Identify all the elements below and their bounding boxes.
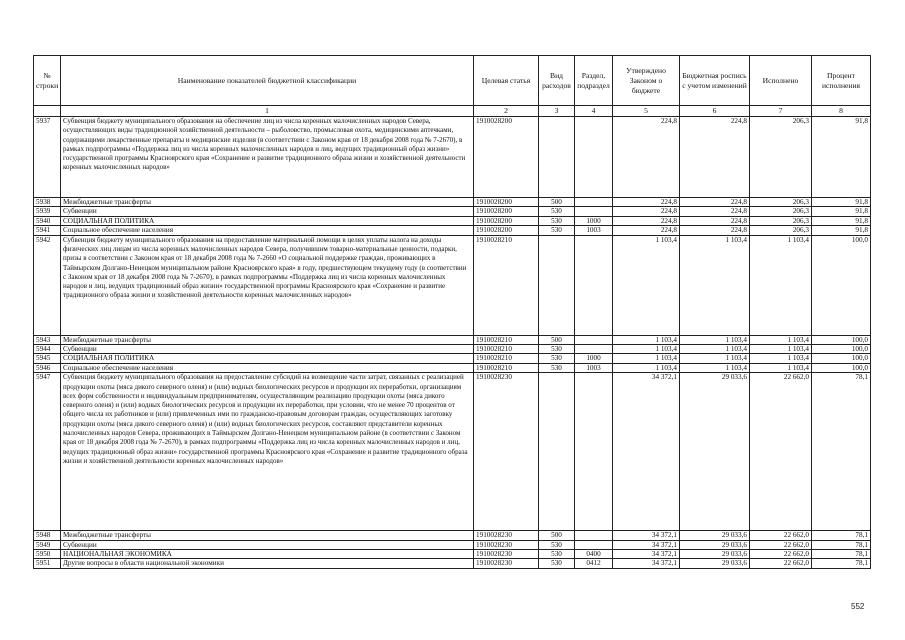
row-type <box>539 373 575 531</box>
row-number: 5947 <box>34 373 61 531</box>
row-list: 29 033,6 <box>680 373 750 531</box>
row-section <box>575 198 613 207</box>
row-type: 530 <box>539 354 575 363</box>
row-name: Межбюджетные трансферты <box>61 335 474 344</box>
header-percent: Процент исполнения <box>812 56 871 106</box>
row-number: 5949 <box>34 540 61 549</box>
budget-table <box>33 55 871 569</box>
row-percent: 91,8 <box>812 226 871 235</box>
row-list: 224,8 <box>680 207 750 216</box>
row-type: 530 <box>539 216 575 225</box>
table-row <box>34 531 871 540</box>
row-name: Субвенции <box>61 207 474 216</box>
row-section: 1003 <box>575 363 613 372</box>
row-percent: 91,8 <box>812 207 871 216</box>
row-type <box>539 117 575 198</box>
header-approved: Утверждено Законом о бюджете <box>613 56 680 106</box>
row-section: 1000 <box>575 354 613 363</box>
row-type: 530 <box>539 363 575 372</box>
row-executed: 206,3 <box>750 207 812 216</box>
row-section <box>575 540 613 549</box>
row-target: 1910028200 <box>474 216 539 225</box>
row-section <box>575 235 613 335</box>
table-row <box>34 335 871 344</box>
row-target: 1910028230 <box>474 559 539 568</box>
header-section: Раздел, подраздел <box>575 56 613 106</box>
table-row <box>34 345 871 354</box>
row-approved: 1 103,4 <box>613 345 680 354</box>
row-list: 1 103,4 <box>680 363 750 372</box>
row-percent: 78,1 <box>812 550 871 559</box>
row-name: Социальное обеспечение населения <box>61 226 474 235</box>
row-number: 5946 <box>34 363 61 372</box>
row-name: Межбюджетные трансферты <box>61 531 474 540</box>
row-list: 224,8 <box>680 226 750 235</box>
row-approved: 34 372,1 <box>613 559 680 568</box>
row-approved: 224,8 <box>613 117 680 198</box>
row-name: Субвенция бюджету муниципального образования на предоставление материальной помощи в целях уплаты налога на доходы физических лиц лицам из числа коренных малочисленных народов Севера, получившим товарно-материальные ценности, подарки, призы в соответствии с Законом края от 18 декабря 2008 года № 7-2660 «О социальной поддержке граждан, проживающих в Таймырском Долгано-Ненецком муниципальном районе Красноярского края» в году, предшествующем текущему году (в соответствии с Законом края от 18 декабря 2008 года № 7-2670), в рамках подпрограммы «Поддержка лиц из числа коренных малочисленных народов и лиц, ведущих традиционный образ жизни» государственной программы Красноярского края «Сохранение и развитие традиционного образа жизни и хозяйственной деятельности коренных малочисленных народов» <box>61 235 474 335</box>
row-executed: 206,3 <box>750 226 812 235</box>
table-body <box>34 117 871 569</box>
row-executed: 206,3 <box>750 216 812 225</box>
row-type: 530 <box>539 207 575 216</box>
row-approved: 224,8 <box>613 216 680 225</box>
page-number: 552 <box>851 602 865 611</box>
row-percent: 91,8 <box>812 198 871 207</box>
row-list: 29 033,6 <box>680 531 750 540</box>
row-approved: 1 103,4 <box>613 235 680 335</box>
row-section <box>575 373 613 531</box>
row-executed: 22 662,0 <box>750 531 812 540</box>
table-header <box>34 56 871 117</box>
row-target: 1910028230 <box>474 540 539 549</box>
row-type: 530 <box>539 559 575 568</box>
row-number: 5941 <box>34 226 61 235</box>
header-name: Наименование показателей бюджетной классификации <box>61 56 474 106</box>
row-approved: 34 372,1 <box>613 373 680 531</box>
row-number: 5942 <box>34 235 61 335</box>
table-row <box>34 540 871 549</box>
row-approved: 1 103,4 <box>613 354 680 363</box>
table-row <box>34 559 871 568</box>
row-number: 5943 <box>34 335 61 344</box>
row-percent: 78,1 <box>812 373 871 531</box>
row-target: 1910028210 <box>474 335 539 344</box>
row-executed: 1 103,4 <box>750 354 812 363</box>
row-approved: 224,8 <box>613 198 680 207</box>
row-name: СОЦИАЛЬНАЯ ПОЛИТИКА <box>61 216 474 225</box>
row-list: 1 103,4 <box>680 235 750 335</box>
row-type: 530 <box>539 550 575 559</box>
row-target: 1910028200 <box>474 226 539 235</box>
row-name: Социальное обеспечение населения <box>61 363 474 372</box>
row-name: Другие вопросы в области национальной экономики <box>61 559 474 568</box>
row-list: 29 033,6 <box>680 550 750 559</box>
row-number: 5937 <box>34 117 61 198</box>
row-list: 1 103,4 <box>680 354 750 363</box>
column-index: 1 <box>61 106 474 117</box>
row-section: 1003 <box>575 226 613 235</box>
row-list: 29 033,6 <box>680 540 750 549</box>
row-type: 530 <box>539 226 575 235</box>
row-number: 5945 <box>34 354 61 363</box>
row-target: 1910028210 <box>474 354 539 363</box>
row-list: 224,8 <box>680 117 750 198</box>
row-executed: 1 103,4 <box>750 335 812 344</box>
table-row <box>34 373 871 531</box>
row-section <box>575 335 613 344</box>
column-index: 7 <box>750 106 812 117</box>
row-name: Субвенции <box>61 540 474 549</box>
table-row <box>34 363 871 372</box>
row-executed: 206,3 <box>750 198 812 207</box>
row-executed: 22 662,0 <box>750 559 812 568</box>
row-number: 5948 <box>34 531 61 540</box>
row-number: 5940 <box>34 216 61 225</box>
row-section: 0400 <box>575 550 613 559</box>
column-index: 2 <box>474 106 539 117</box>
row-section <box>575 207 613 216</box>
row-target: 1910028210 <box>474 345 539 354</box>
row-approved: 1 103,4 <box>613 363 680 372</box>
row-target: 1910028230 <box>474 373 539 531</box>
table-row <box>34 198 871 207</box>
row-target: 1910028210 <box>474 363 539 372</box>
row-type: 500 <box>539 335 575 344</box>
row-percent: 78,1 <box>812 540 871 549</box>
row-executed: 1 103,4 <box>750 345 812 354</box>
row-executed: 22 662,0 <box>750 540 812 549</box>
row-type: 500 <box>539 198 575 207</box>
row-target: 1910028210 <box>474 235 539 335</box>
row-number: 5938 <box>34 198 61 207</box>
row-percent: 100,0 <box>812 363 871 372</box>
row-name: Межбюджетные трансферты <box>61 198 474 207</box>
row-percent: 91,8 <box>812 216 871 225</box>
row-name: СОЦИАЛЬНАЯ ПОЛИТИКА <box>61 354 474 363</box>
row-percent: 78,1 <box>812 531 871 540</box>
row-number: 5944 <box>34 345 61 354</box>
table-row <box>34 207 871 216</box>
row-list: 1 103,4 <box>680 345 750 354</box>
row-approved: 224,8 <box>613 226 680 235</box>
row-approved: 1 103,4 <box>613 335 680 344</box>
row-executed: 22 662,0 <box>750 373 812 531</box>
row-target: 1910028230 <box>474 550 539 559</box>
row-executed: 1 103,4 <box>750 363 812 372</box>
row-target: 1910028230 <box>474 531 539 540</box>
row-list: 224,8 <box>680 216 750 225</box>
table-row <box>34 235 871 335</box>
row-approved: 34 372,1 <box>613 550 680 559</box>
column-index: 6 <box>680 106 750 117</box>
row-section <box>575 345 613 354</box>
table-row <box>34 216 871 225</box>
header-list: Бюджетная роспись с учетом изменений <box>680 56 750 106</box>
row-list: 29 033,6 <box>680 559 750 568</box>
row-type: 530 <box>539 540 575 549</box>
row-target: 1910028200 <box>474 198 539 207</box>
row-percent: 100,0 <box>812 235 871 335</box>
row-number: 5951 <box>34 559 61 568</box>
row-approved: 34 372,1 <box>613 540 680 549</box>
row-number: 5950 <box>34 550 61 559</box>
row-type <box>539 235 575 335</box>
row-name: НАЦИОНАЛЬНАЯ ЭКОНОМИКА <box>61 550 474 559</box>
row-percent: 100,0 <box>812 354 871 363</box>
row-section: 0412 <box>575 559 613 568</box>
row-executed: 1 103,4 <box>750 235 812 335</box>
row-approved: 34 372,1 <box>613 531 680 540</box>
table-row <box>34 117 871 198</box>
column-index: 8 <box>812 106 871 117</box>
row-type: 530 <box>539 345 575 354</box>
row-name: Субвенция бюджету муниципального образования на предоставление субсидий на возмещение части затрат, связанных с реализацией продукции охоты (мяса дикого северного оленя) и (или) водных биологических ресурсов и продукции их переработки, организациям всех форм собственности и индивидуальным предпринимателям, осуществляющим реализацию продукции охоты (мяса дикого северного оленя) и (или) водных биологических ресурсов и продукции их переработки, при условии, что не менее 70 процентов от общего числа их работников и (или) привлеченных ими по гражданско-правовым договорам граждан, осуществляющих заготовку продукции охоты (мяса дикого северного оленя) и (или) водных биологических ресурсов, составляют представители коренных малочисленных народов Севера, проживающих в Таймырском Долгано-Ненецком муниципальном районе (в соответствии с Законом края от 18 декабря 2008 года № 7-2670), в рамках подпрограммы «Поддержка лиц из числа коренных малочисленных народов и лиц, ведущих традиционный образ жизни» государственной программы Красноярского края «Сохранение и развитие традиционного образа жизни и хозяйственной деятельности коренных малочисленных народов» <box>61 373 474 531</box>
row-target: 1910028200 <box>474 207 539 216</box>
row-name: Субвенция бюджету муниципального образования на обеспечение лиц из числа коренных малочисленных народов Севера, осуществляющих виды традиционной хозяйственной деятельности – рыболовство, промысловая охота, медицинскими аптечками, содержащими лекарственные препараты и медицинские изделия (в соответствии с Законом края от 18 декабря 2008 года № 7-2670), в рамках подпрограммы «Поддержка лиц из числа коренных малочисленных народов и лиц, ведущих традиционный образ жизни» государственной программы Красноярского края «Сохранение и развитие традиционного образа жизни и хозяйственной деятельности коренных малочисленных народов» <box>61 117 474 198</box>
row-number: 5939 <box>34 207 61 216</box>
row-list: 1 103,4 <box>680 335 750 344</box>
row-approved: 224,8 <box>613 207 680 216</box>
column-index: 4 <box>575 106 613 117</box>
row-section: 1000 <box>575 216 613 225</box>
column-index: 3 <box>539 106 575 117</box>
table-row <box>34 226 871 235</box>
row-target: 1910028200 <box>474 117 539 198</box>
row-section <box>575 531 613 540</box>
header-target: Целевая статья <box>474 56 539 106</box>
column-index: 5 <box>613 106 680 117</box>
row-section <box>575 117 613 198</box>
row-name: Субвенции <box>61 345 474 354</box>
table-row <box>34 550 871 559</box>
header-executed: Исполнено <box>750 56 812 106</box>
column-index-blank <box>34 106 61 117</box>
row-percent: 100,0 <box>812 335 871 344</box>
header-row-no: № строки <box>34 56 61 106</box>
header-type: Вид расходов <box>539 56 575 106</box>
row-percent: 100,0 <box>812 345 871 354</box>
row-type: 500 <box>539 531 575 540</box>
row-percent: 91,8 <box>812 117 871 198</box>
row-executed: 22 662,0 <box>750 550 812 559</box>
row-executed: 206,3 <box>750 117 812 198</box>
table-row <box>34 354 871 363</box>
row-percent: 78,1 <box>812 559 871 568</box>
row-list: 224,8 <box>680 198 750 207</box>
